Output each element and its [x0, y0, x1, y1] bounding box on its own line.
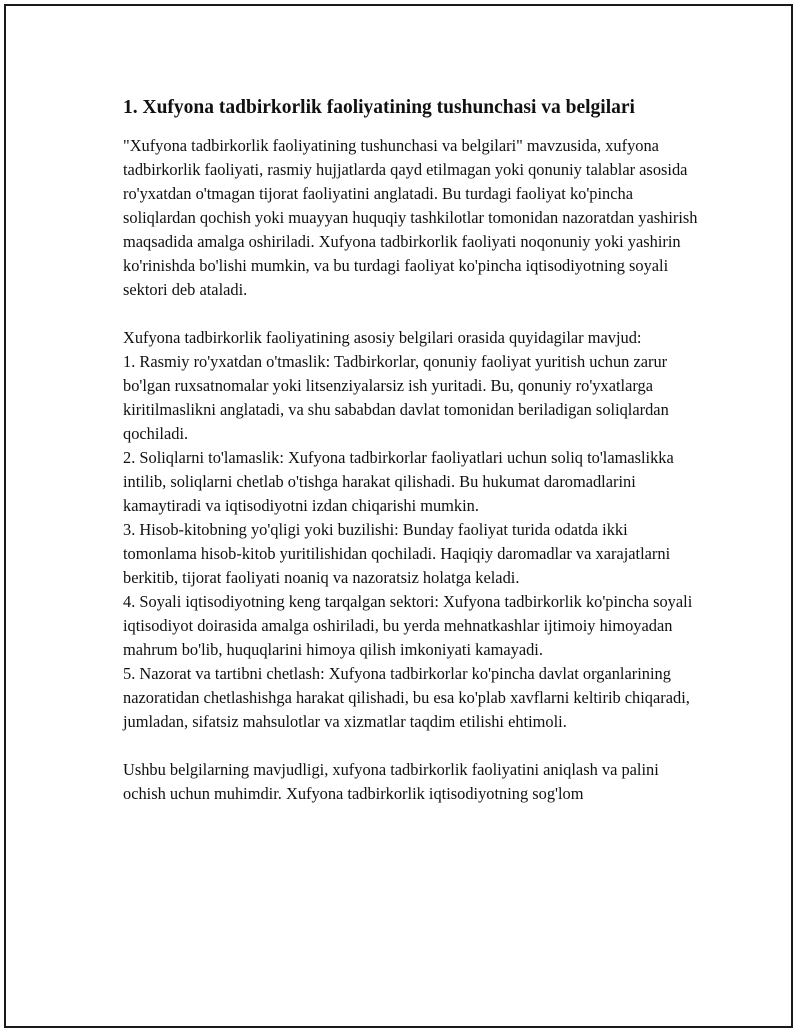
paragraph-spacer: [123, 302, 703, 326]
list-intro-paragraph: Xufyona tadbirkorlik faoliyatining asosiy belgilari orasida quyidagilar mavjud:: [123, 328, 642, 347]
paragraph-spacer: [123, 734, 703, 758]
document-page: [4, 4, 793, 1028]
list-item: 3. Hisob-kitobning yo'qligi yoki buzilishi: Bunday faoliyat turida odatda ikki tomonlama hisob-kitob yuritilishidan qochiladi. Haqiqiy daromadlar va xarajatlarni berkitib, tijorat faoliyati noaniq va nazoratsiz holatga keladi.: [123, 520, 671, 587]
intro-paragraph: "Xufyona tadbirkorlik faoliyatining tushunchasi va belgilari" mavzusida, xufyona tadbirkorlik faoliyati, rasmiy hujjatlarda qayd etilmagan yoki qonuniy talablar asosida ro'yxatdan o'tmagan tijorat faoliyatini anglatadi. Bu turdagi faoliyat ko'pincha soliqlardan qochish yoki muayyan huquqiy tashkilotlar tomonidan nazoratdan yashirish maqsadida amalga oshiriladi. Xufyona tadbirkorlik faoliyati noqonuniy yoki yashirin ko'rinishda bo'lishi mumkin, va bu turdagi faoliyat ko'pincha iqtisodiyotning soyali sektori deb ataladi.: [123, 136, 698, 299]
list-item: 2. Soliqlarni to'lamaslik: Xufyona tadbirkorlar faoliyatlari uchun soliq to'lamaslikka intilib, soliqlarni chetlab o'tishga harakat qilishadi. Bu hukumat daromadlarini kamaytiradi va iqtisodiyotni izdan chiqarishi mumkin.: [123, 448, 674, 515]
document-body: [123, 94, 703, 806]
list-item: 5. Nazorat va tartibni chetlash: Xufyona tadbirkorlar ko'pincha davlat organlarining nazoratidan chetlashishga harakat qilishadi, bu esa ko'plab xavflarni keltirib chiqaradi, jumladan, sifatsiz mahsulotlar va xizmatlar taqdim etilishi ehtimoli.: [123, 664, 690, 731]
list-item: 1. Rasmiy ro'yxatdan o'tmaslik: Tadbirkorlar, qonuniy faoliyat yuritish uchun zarur bo'lgan ruxsatnomalar yoki litsenziyalarsiz ish yuritadi. Bu, qonuniy ro'yxatlarga kiritilmaslikni anglatadi, va shu sababdan davlat tomonidan beriladigan soliqlardan qochiladi.: [123, 352, 669, 443]
list-item: 4. Soyali iqtisodiyotning keng tarqalgan sektori: Xufyona tadbirkorlik ko'pincha soyali iqtisodiyot doirasida amalga oshiriladi, bu yerda mehnatkashlar ijtimoiy himoyadan mahrum bo'lib, huquqlarini himoya qilish imkoniyati kamayadi.: [123, 592, 693, 659]
closing-paragraph: Ushbu belgilarning mavjudligi, xufyona tadbirkorlik faoliyatini aniqlash va palini ochish uchun muhimdir. Xufyona tadbirkorlik iqtisodiyotning sog'lom: [123, 760, 659, 803]
section-heading: 1. Xufyona tadbirkorlik faoliyatining tushunchasi va belgilari: [123, 97, 635, 118]
